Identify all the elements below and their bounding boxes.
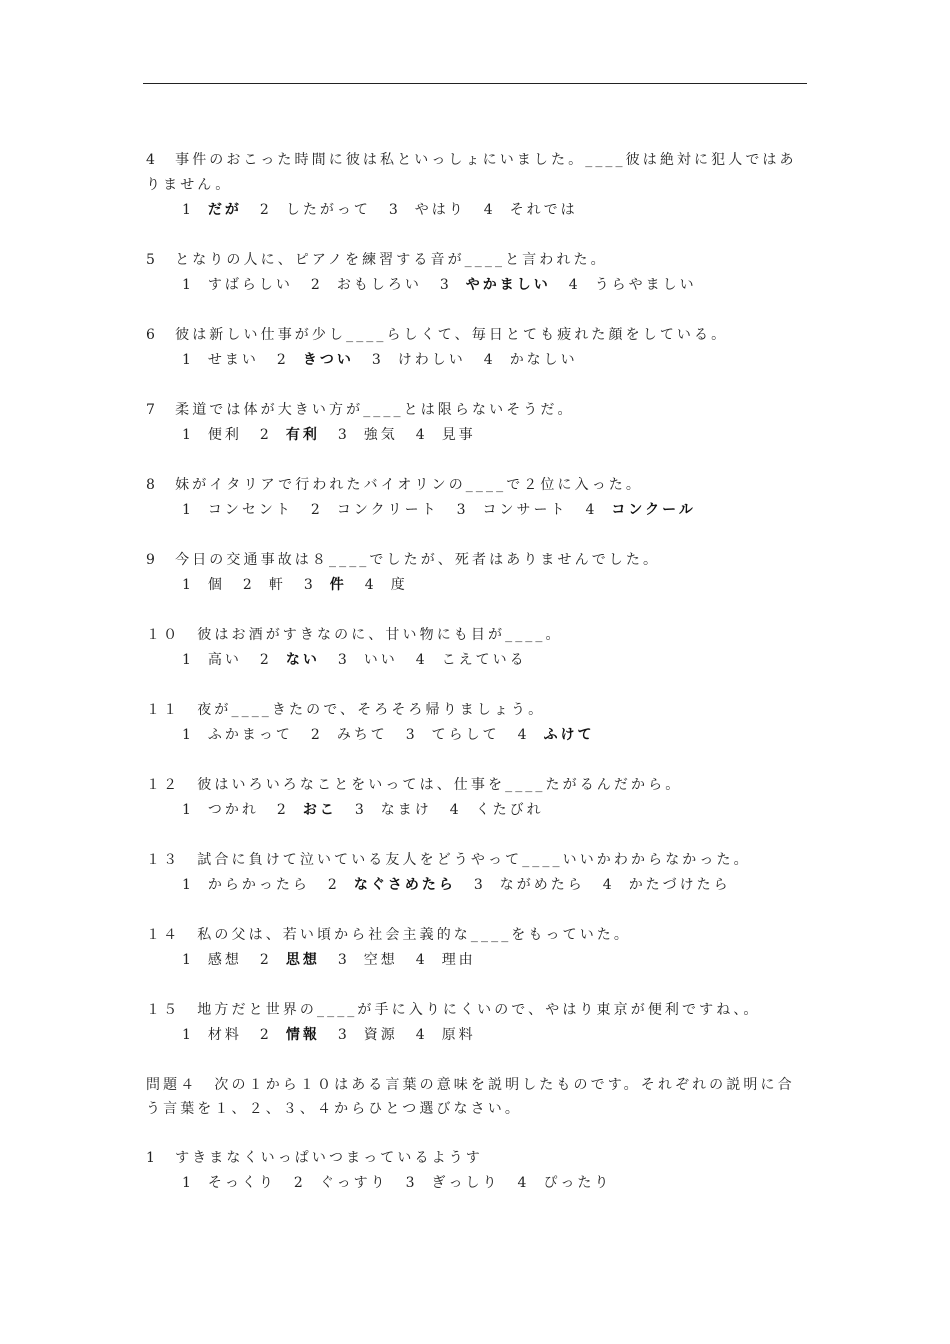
option-text: 材料	[207, 1027, 242, 1043]
option-text: 見事	[441, 427, 476, 443]
answer-option	[182, 798, 259, 823]
option-text: けわしい	[397, 352, 466, 368]
option-text: 資源	[363, 1027, 398, 1043]
option-text: みちて	[336, 727, 388, 743]
option-text: ふけて	[543, 727, 595, 743]
answer-option	[338, 1023, 398, 1048]
answer-option-correct	[328, 873, 456, 898]
option-number: 2	[259, 427, 272, 443]
answer-options	[146, 873, 810, 898]
option-text: やはり	[414, 202, 466, 218]
answer-options	[146, 348, 810, 373]
option-number: 4	[585, 502, 598, 518]
answer-option-correct	[260, 948, 320, 973]
option-number: 1	[182, 727, 194, 743]
answer-option	[406, 1171, 500, 1196]
option-text: 件	[329, 577, 347, 593]
option-number: 1	[182, 952, 194, 968]
answer-option	[484, 198, 578, 223]
section-4-question-list	[146, 1146, 810, 1196]
option-number: 4	[415, 652, 428, 668]
answer-option	[518, 1171, 612, 1196]
answer-option	[416, 648, 527, 673]
answer-options	[146, 423, 810, 448]
option-number: 3	[473, 877, 486, 893]
question-item	[146, 248, 810, 298]
option-number: 3	[337, 652, 350, 668]
option-number: 4	[483, 352, 496, 368]
option-text: 情報	[285, 1027, 320, 1043]
option-text: なぐさめたら	[353, 877, 456, 893]
option-number: 2	[242, 577, 255, 593]
option-number: 1	[182, 502, 194, 518]
answer-option-correct	[586, 498, 696, 523]
option-text: コンクリート	[336, 502, 439, 518]
answer-option	[260, 198, 371, 223]
question-item	[146, 1146, 810, 1196]
answer-option	[457, 498, 568, 523]
answer-option	[182, 1171, 276, 1196]
answer-option	[243, 573, 286, 598]
option-number: 2	[276, 352, 289, 368]
option-number: 2	[259, 202, 272, 218]
answer-option	[474, 873, 585, 898]
option-text: 有利	[285, 427, 320, 443]
option-text: せまい	[207, 352, 259, 368]
option-number: 4	[415, 952, 428, 968]
question-list	[146, 148, 810, 1048]
question-prompt: 7 柔道では体が大きい方が____とは限らないそうだ。	[146, 402, 575, 418]
answer-options	[146, 498, 810, 523]
answer-option	[182, 273, 293, 298]
option-number: 2	[293, 1175, 306, 1191]
option-number: 2	[327, 877, 340, 893]
answer-option	[338, 648, 398, 673]
answer-option	[569, 273, 697, 298]
answer-option-correct	[277, 348, 354, 373]
option-number: 3	[405, 1175, 418, 1191]
option-number: 3	[456, 502, 469, 518]
answer-option	[182, 348, 259, 373]
option-number: 3	[388, 202, 401, 218]
option-number: 1	[182, 652, 194, 668]
answer-options	[146, 723, 810, 748]
option-number: 4	[415, 427, 428, 443]
option-text: こえている	[441, 652, 527, 668]
answer-options	[146, 573, 810, 598]
question-prompt: １１ 夜が____きたので、そろそろ帰りましょう。	[146, 702, 546, 718]
answer-option	[311, 498, 439, 523]
answer-option	[294, 1171, 388, 1196]
answer-option-correct	[277, 798, 337, 823]
option-number: 1	[182, 427, 194, 443]
option-text: だが	[207, 202, 242, 218]
option-number: 1	[182, 802, 194, 818]
option-text: 度	[390, 577, 408, 593]
answer-option	[338, 948, 398, 973]
answer-options	[146, 1023, 810, 1048]
option-text: ぎっしり	[431, 1175, 500, 1191]
answer-option	[182, 498, 293, 523]
question-item	[146, 148, 810, 223]
option-text: コンクール	[611, 502, 696, 518]
option-number: 2	[276, 802, 289, 818]
answer-option	[372, 348, 466, 373]
option-number: 3	[337, 1027, 350, 1043]
answer-options	[146, 948, 810, 973]
document-body	[146, 148, 810, 1221]
answer-option	[389, 198, 466, 223]
question-item	[146, 698, 810, 748]
answer-option	[338, 423, 398, 448]
option-text: つかれ	[207, 802, 259, 818]
option-text: 強気	[363, 427, 398, 443]
answer-options	[146, 798, 810, 823]
answer-option	[365, 573, 408, 598]
option-number: 2	[310, 502, 323, 518]
option-text: てらして	[431, 727, 500, 743]
answer-option-correct	[182, 198, 242, 223]
option-text: ふかまって	[207, 727, 293, 743]
question-item	[146, 773, 810, 823]
option-text: ぐっすり	[319, 1175, 388, 1191]
option-text: 感想	[207, 952, 242, 968]
option-text: ない	[285, 652, 320, 668]
option-text: うらやましい	[594, 277, 697, 293]
option-text: やかましい	[465, 277, 551, 293]
answer-option	[416, 423, 476, 448]
question-prompt: 9 今日の交通事故は８____でしたが、死者はありませんでした。	[146, 552, 661, 568]
question-prompt: 8 妹がイタリアで行われたバイオリンの____で２位に入った。	[146, 477, 644, 493]
option-number: 3	[337, 952, 350, 968]
option-text: ぴったり	[543, 1175, 612, 1191]
option-number: 2	[310, 277, 323, 293]
answer-option	[416, 1023, 476, 1048]
option-number: 4	[517, 727, 530, 743]
option-number: 1	[182, 1175, 194, 1191]
option-number: 3	[337, 427, 350, 443]
question-item	[146, 998, 810, 1048]
answer-options	[146, 648, 810, 673]
option-number: 4	[568, 277, 581, 293]
option-text: かたづけたら	[628, 877, 731, 893]
option-text: ながめたら	[499, 877, 585, 893]
option-number: 1	[182, 352, 194, 368]
answer-option	[311, 273, 422, 298]
option-text: きつい	[302, 352, 354, 368]
answer-option	[182, 648, 242, 673]
question-item	[146, 548, 810, 598]
option-number: 1	[182, 877, 194, 893]
option-text: くたびれ	[475, 802, 544, 818]
question-prompt: １２ 彼はいろいろなことをいっては、仕事を____たがるんだから。	[146, 777, 683, 793]
answer-options	[146, 273, 810, 298]
header-rule	[143, 83, 807, 84]
option-number: 1	[182, 202, 194, 218]
option-text: すばらしい	[207, 277, 293, 293]
option-number: 2	[259, 952, 272, 968]
option-text: いい	[363, 652, 398, 668]
question-prompt: 6 彼は新しい仕事が少し____らしくて、毎日とても疲れた顔をしている。	[146, 327, 729, 343]
option-number: 4	[415, 1027, 428, 1043]
answer-option-correct	[260, 1023, 320, 1048]
option-text: 高い	[207, 652, 242, 668]
question-prompt: １５ 地方だと世界の____が手に入りにくいので、やはり東京が便利ですね、。	[146, 1002, 761, 1018]
option-text: それでは	[509, 202, 578, 218]
answer-option	[182, 423, 242, 448]
answer-option-correct	[260, 423, 320, 448]
option-text: 個	[207, 577, 225, 593]
option-number: 3	[371, 352, 384, 368]
option-number: 2	[259, 652, 272, 668]
answer-options	[146, 1171, 810, 1196]
option-text: 原料	[441, 1027, 476, 1043]
option-number: 2	[310, 727, 323, 743]
answer-option-correct	[440, 273, 551, 298]
option-number: 1	[182, 277, 194, 293]
option-text: したがって	[285, 202, 371, 218]
option-number: 3	[303, 577, 316, 593]
answer-option	[355, 798, 432, 823]
question-item	[146, 398, 810, 448]
answer-option	[182, 1023, 242, 1048]
answer-option	[603, 873, 731, 898]
answer-option	[484, 348, 578, 373]
answer-options	[146, 198, 810, 223]
answer-option	[182, 873, 310, 898]
option-number: 3	[405, 727, 418, 743]
answer-option-correct	[260, 648, 320, 673]
question-item	[146, 623, 810, 673]
answer-option-correct	[518, 723, 595, 748]
option-number: 1	[182, 577, 194, 593]
option-text: かなしい	[509, 352, 578, 368]
option-number: 4	[364, 577, 377, 593]
question-prompt: １４ 私の父は、若い頃から社会主義的な____をもっていた。	[146, 927, 631, 943]
option-text: 空想	[363, 952, 398, 968]
option-number: 3	[354, 802, 367, 818]
option-number: 2	[259, 1027, 272, 1043]
question-prompt: １０ 彼はお酒がすきなのに、甘い物にも目が____。	[146, 627, 563, 643]
option-number: 4	[602, 877, 615, 893]
option-text: おこ	[302, 802, 337, 818]
question-prompt: １３ 試合に負けて泣いている友人をどうやって____いいかわからなかった。	[146, 852, 751, 868]
answer-option	[450, 798, 544, 823]
answer-option	[182, 723, 293, 748]
option-text: からかったら	[207, 877, 310, 893]
answer-option	[311, 723, 388, 748]
option-number: 4	[449, 802, 462, 818]
option-text: 思想	[285, 952, 320, 968]
option-text: 軒	[268, 577, 286, 593]
answer-option	[406, 723, 500, 748]
option-text: 便利	[207, 427, 242, 443]
answer-option-correct	[304, 573, 347, 598]
question-prompt: 5 となりの人に、ピアノを練習する音が____と言われた。	[146, 252, 608, 268]
answer-option	[416, 948, 476, 973]
question-item	[146, 473, 810, 523]
option-text: 理由	[441, 952, 476, 968]
question-item	[146, 848, 810, 898]
question-prompt: 4 事件のおこった時間に彼は私といっしょにいました。____彼は絶対に犯人ではありません。	[146, 152, 797, 193]
answer-option	[182, 948, 242, 973]
question-prompt: 1 すきまなくいっぱいつまっているようす	[146, 1150, 483, 1166]
option-text: そっくり	[207, 1175, 276, 1191]
option-text: コンサート	[482, 502, 568, 518]
section-4-heading: 問題４ 次の１から１０はある言葉の意味を説明したものです。それぞれの説明に合う言葉を１、２、３、４からひとつ選びなさい。	[146, 1077, 795, 1117]
option-text: コンセント	[207, 502, 293, 518]
answer-option	[182, 573, 225, 598]
option-number: 4	[483, 202, 496, 218]
question-item	[146, 323, 810, 373]
option-text: おもしろい	[336, 277, 422, 293]
option-number: 4	[517, 1175, 530, 1191]
option-number: 3	[439, 277, 452, 293]
option-number: 1	[182, 1027, 194, 1043]
question-item	[146, 923, 810, 973]
option-text: なまけ	[380, 802, 432, 818]
